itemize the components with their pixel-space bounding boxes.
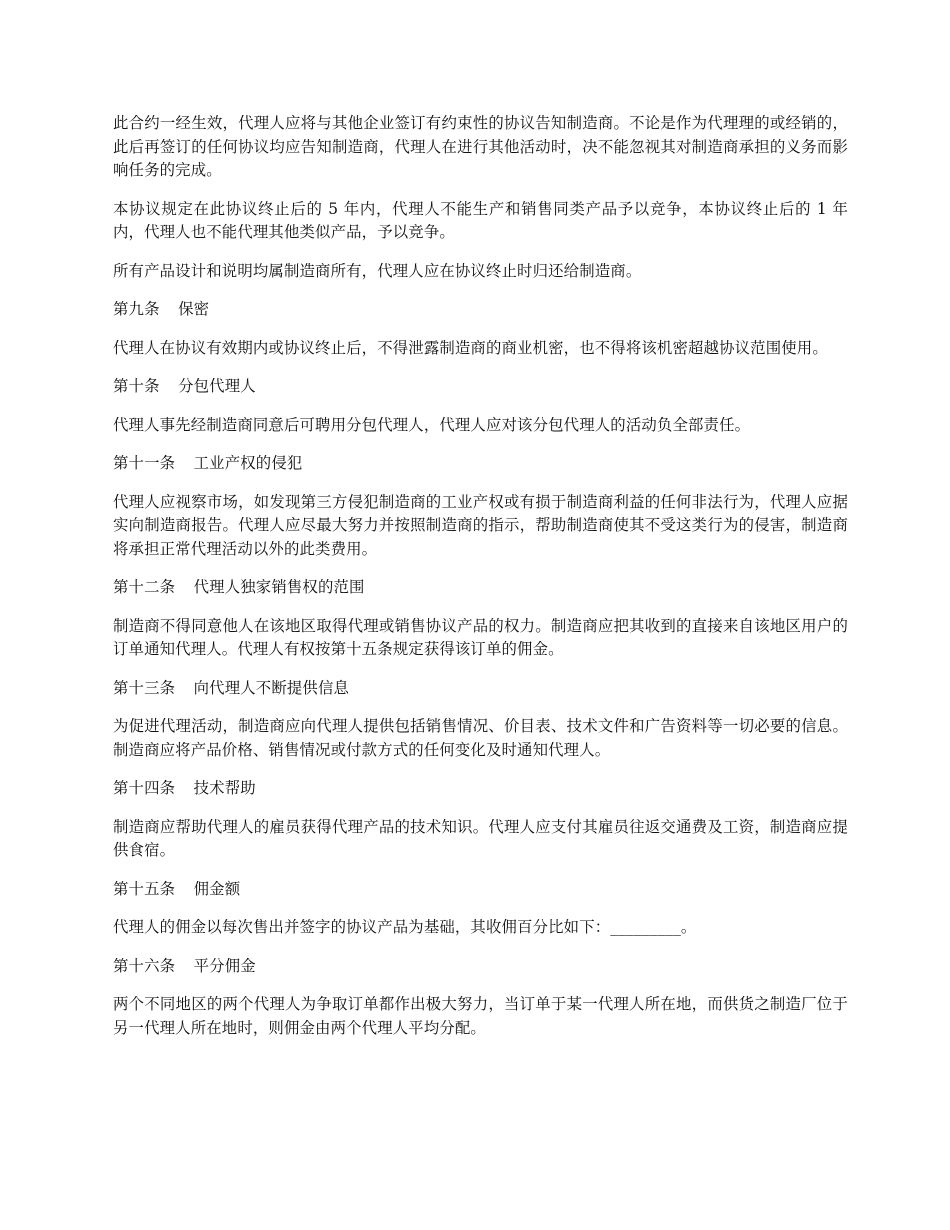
article-title: 平分佣金 xyxy=(193,956,256,975)
article-title: 向代理人不断提供信息 xyxy=(193,678,350,697)
article-16-heading xyxy=(113,955,848,979)
article-number: 第十五条 xyxy=(113,879,176,898)
article-title: 工业产权的侵犯 xyxy=(193,454,303,472)
article-11-heading xyxy=(113,452,848,476)
article-15-heading xyxy=(113,878,848,902)
paragraph-ip-infringement: 代理人应视察市场，如发现第三方侵犯制造商的工业产权或有损于制造商利益的任何非法行为，代理人应据实向制造商报告。代理人应尽最大努力并按照制造商的指示，帮助制造商使其不受这类行为的侵害，制造商将承担正常代理活动以外的此类费用。 xyxy=(113,492,848,558)
article-title: 代理人独家销售权的范围 xyxy=(193,578,365,596)
article-number: 第十四条 xyxy=(113,779,176,797)
article-title: 保密 xyxy=(178,300,210,318)
article-number: 第十一条 xyxy=(113,454,176,472)
article-9-heading xyxy=(113,298,848,322)
article-number: 第十条 xyxy=(113,377,160,395)
article-title: 技术帮助 xyxy=(193,779,256,797)
paragraph-sub-agents: 代理人事先经制造商同意后可聘用分包代理人，代理人应对该分包代理人的活动负全部责任。 xyxy=(113,415,751,434)
article-10-heading xyxy=(113,375,848,399)
paragraph-design-ownership: 所有产品设计和说明均属制造商所有，代理人应在协议终止时归还给制造商。 xyxy=(113,261,642,280)
paragraph-technical-help: 制造商应帮助代理人的雇员获得代理产品的技术知识。代理人应支付其雇员往返交通费及工资，制造商应提供食宿。 xyxy=(113,817,848,859)
paragraph-confidentiality: 代理人在协议有效期内或协议终止后，不得泄露制造商的商业机密，也不得将该机密超越协议范围使用。 xyxy=(113,338,828,357)
paragraph-exclusive-rights: 制造商不得同意他人在该地区取得代理或销售协议产品的权力。制造商应把其收到的直接来自该地区用户的订单通知代理人。代理人有权按第十五条规定获得该订单的佣金。 xyxy=(113,616,848,658)
paragraph-commission-rate: 代理人的佣金以每次售出并签字的协议产品为基础，其收佣百分比如下：_________。 xyxy=(113,918,697,936)
document-page xyxy=(113,112,848,1055)
article-14-heading xyxy=(113,777,848,801)
paragraph-agreement-disclosure: 此合约一经生效，代理人应将与其他企业签订有约束性的协议告知制造商。不论是作为代理理的或经销的，此后再签订的任何协议均应告知制造商，代理人在进行其他活动时，决不能忽视其对制造商承担的义务而影响任务的完成。 xyxy=(113,114,848,179)
article-title: 分包代理人 xyxy=(178,377,256,395)
article-title: 佣金额 xyxy=(193,879,241,898)
article-number: 第十六条 xyxy=(113,956,176,975)
paragraph-non-compete: 本协议规定在此协议终止后的 5 年内，代理人不能生产和销售同类产品予以竞争，本协议终止后的 1 年内，代理人也不能代理其他类似产品，予以竞争。 xyxy=(113,199,848,241)
paragraph-information: 为促进代理活动，制造商应向代理人提供包括销售情况、价目表、技术文件和广告资料等一切必要的信息。制造商应将产品价格、销售情况或付款方式的任何变化及时通知代理人。 xyxy=(113,717,848,759)
article-13-heading xyxy=(113,677,848,701)
article-number: 第九条 xyxy=(113,300,160,318)
article-12-heading xyxy=(113,576,848,600)
article-number: 第十二条 xyxy=(113,578,176,596)
article-number: 第十三条 xyxy=(113,678,176,697)
paragraph-split-commission: 两个不同地区的两个代理人为争取订单都作出极大努力，当订单于某一代理人所在地，而供货之制造厂位于另一代理人所在地时，则佣金由两个代理人平均分配。 xyxy=(113,995,848,1037)
